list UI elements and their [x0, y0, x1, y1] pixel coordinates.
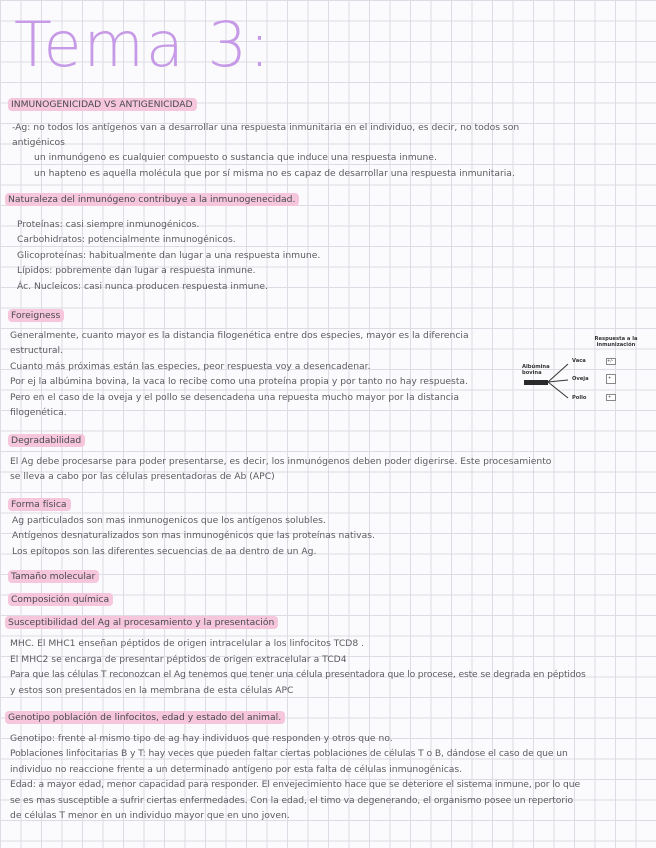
diagram-result-pollo: +: [608, 394, 612, 399]
text-line: se es mas susceptible a sufrir ciertas enfermedades. Con la edad, el timo va degenerando, el organismo posee un repertorio: [10, 795, 573, 806]
text-line: de células T menor en un individuo mayor que en uno joven.: [10, 810, 290, 821]
section-heading-forma-fisica: Forma física: [8, 498, 71, 511]
diagram-target-oveja: Oveja: [572, 376, 589, 382]
diagram-result-vaca: +/-: [607, 358, 614, 363]
text-line: Carbohidratos: potencialmente inmunogénicos.: [17, 234, 236, 245]
section-heading-tamano-molecular: Tamaño molecular: [8, 570, 99, 583]
diagram-target-pollo: Pollo: [572, 395, 587, 401]
text-line: Generalmente, cuanto mayor es la distancia filogenética entre dos especies, mayor es la diferencia: [10, 330, 469, 341]
section-heading-susceptibilidad: Susceptibilidad del Ag al procesamiento y la presentación: [5, 616, 278, 629]
section-heading-genotipo: Genotipo población de linfocitos, edad y estado del animal.: [5, 711, 285, 724]
text-line: estructural.: [10, 345, 63, 356]
section-heading-naturaleza: Naturaleza del inmunógeno contribuye a la inmunogenecidad.: [5, 193, 299, 206]
text-line: Pero en el caso de la oveja y el pollo se desencadena una repuesta mucho mayor por la distancia: [10, 392, 459, 403]
text-line: Ác. Nucleicos: casi nunca producen respuesta inmune.: [17, 281, 268, 292]
text-line: Para que las células T reconozcan el Ag tenemos que tener una célula presentadora que lo procese, este se degrada en péptidos: [10, 669, 586, 680]
section-heading-composicion-quimica: Composición química: [8, 593, 113, 606]
text-line: individuo no reaccione frente a un determinado antígeno por esta falta de células inmunogénicas.: [10, 764, 463, 775]
text-line: un hapteno es aquella molécula que por sí misma no es capaz de desarrollar una respuesta inmunitaria.: [34, 168, 515, 179]
text-line: Edad: a mayor edad, menor capacidad para responder. El envejecimiento hace que se deteriore el sistema inmune, por lo que: [10, 779, 581, 790]
section-heading-inmunogenicidad: INMUNOGENICIDAD VS ANTIGENICIDAD: [8, 98, 197, 111]
section-heading-foreigness: Foreigness: [8, 309, 64, 322]
text-line: Poblaciones linfocitarias B y T: hay veces que pueden faltar ciertas poblaciones de células T o B, dándose el caso de que un: [10, 748, 568, 759]
page-title: Tema 3:: [14, 8, 272, 81]
text-line: Lípidos: pobremente dan lugar a respuesta inmune.: [17, 265, 256, 276]
text-line: y estos son presentados en la membrana de esta células APC: [10, 685, 294, 696]
text-line: Cuanto más próximas están las especies, peor respuesta voy a desencadenar.: [10, 361, 371, 372]
text-line: filogenética.: [10, 407, 67, 418]
text-line: Proteínas: casi siempre inmunogénicos.: [17, 219, 200, 230]
text-line: Por ej la albúmina bovina, la vaca lo recibe como una proteína propia y por tanto no hay respuesta.: [10, 376, 468, 387]
diagram-source: Albúmina bovina: [522, 364, 550, 376]
text-line: El Ag debe procesarse para poder presentarse, es decir, los inmunógenos deben poder digerirse. Este procesamiento: [10, 456, 552, 467]
diagram-result-oveja: +: [608, 375, 612, 380]
text-line: Antígenos desnaturalizados son mas inmunogénicos que las proteínas nativas.: [12, 530, 375, 541]
text-line: Glicoproteínas: habitualmente dan lugar a una respuesta inmune.: [17, 250, 321, 261]
diagram-header: Respuesta a la inmunización: [594, 336, 638, 348]
text-line: -Ag: no todos los antígenos van a desarrollar una respuesta inmunitaria en el individuo, es decir, no todos son: [12, 122, 520, 133]
text-line: un inmunógeno es cualquier compuesto o sustancia que induce una respuesta inmune.: [34, 152, 437, 163]
text-line: El MHC2 se encarga de presentar péptidos de origen extracelular a TCD4: [10, 654, 347, 665]
albumin-response-diagram: [520, 336, 640, 414]
text-line: MHC. El MHC1 enseñan péptidos de origen intracelular a los linfocitos TCD8 .: [10, 638, 365, 649]
diagram-target-vaca: Vaca: [572, 358, 586, 364]
text-line: Ag particulados son mas inmunogenicos que los antígenos solubles.: [12, 515, 326, 526]
section-heading-degradabilidad: Degradabilidad: [8, 434, 85, 447]
text-line: se lleva a cabo por las células presentadoras de Ab (APC): [10, 471, 275, 482]
text-line: antigénicos: [12, 137, 65, 148]
text-line: Genotipo: frente al mismo tipo de ag hay individuos que responden y otros que no.: [10, 733, 393, 744]
text-line: Los epítopos son las diferentes secuencias de aa dentro de un Ag.: [12, 546, 317, 557]
